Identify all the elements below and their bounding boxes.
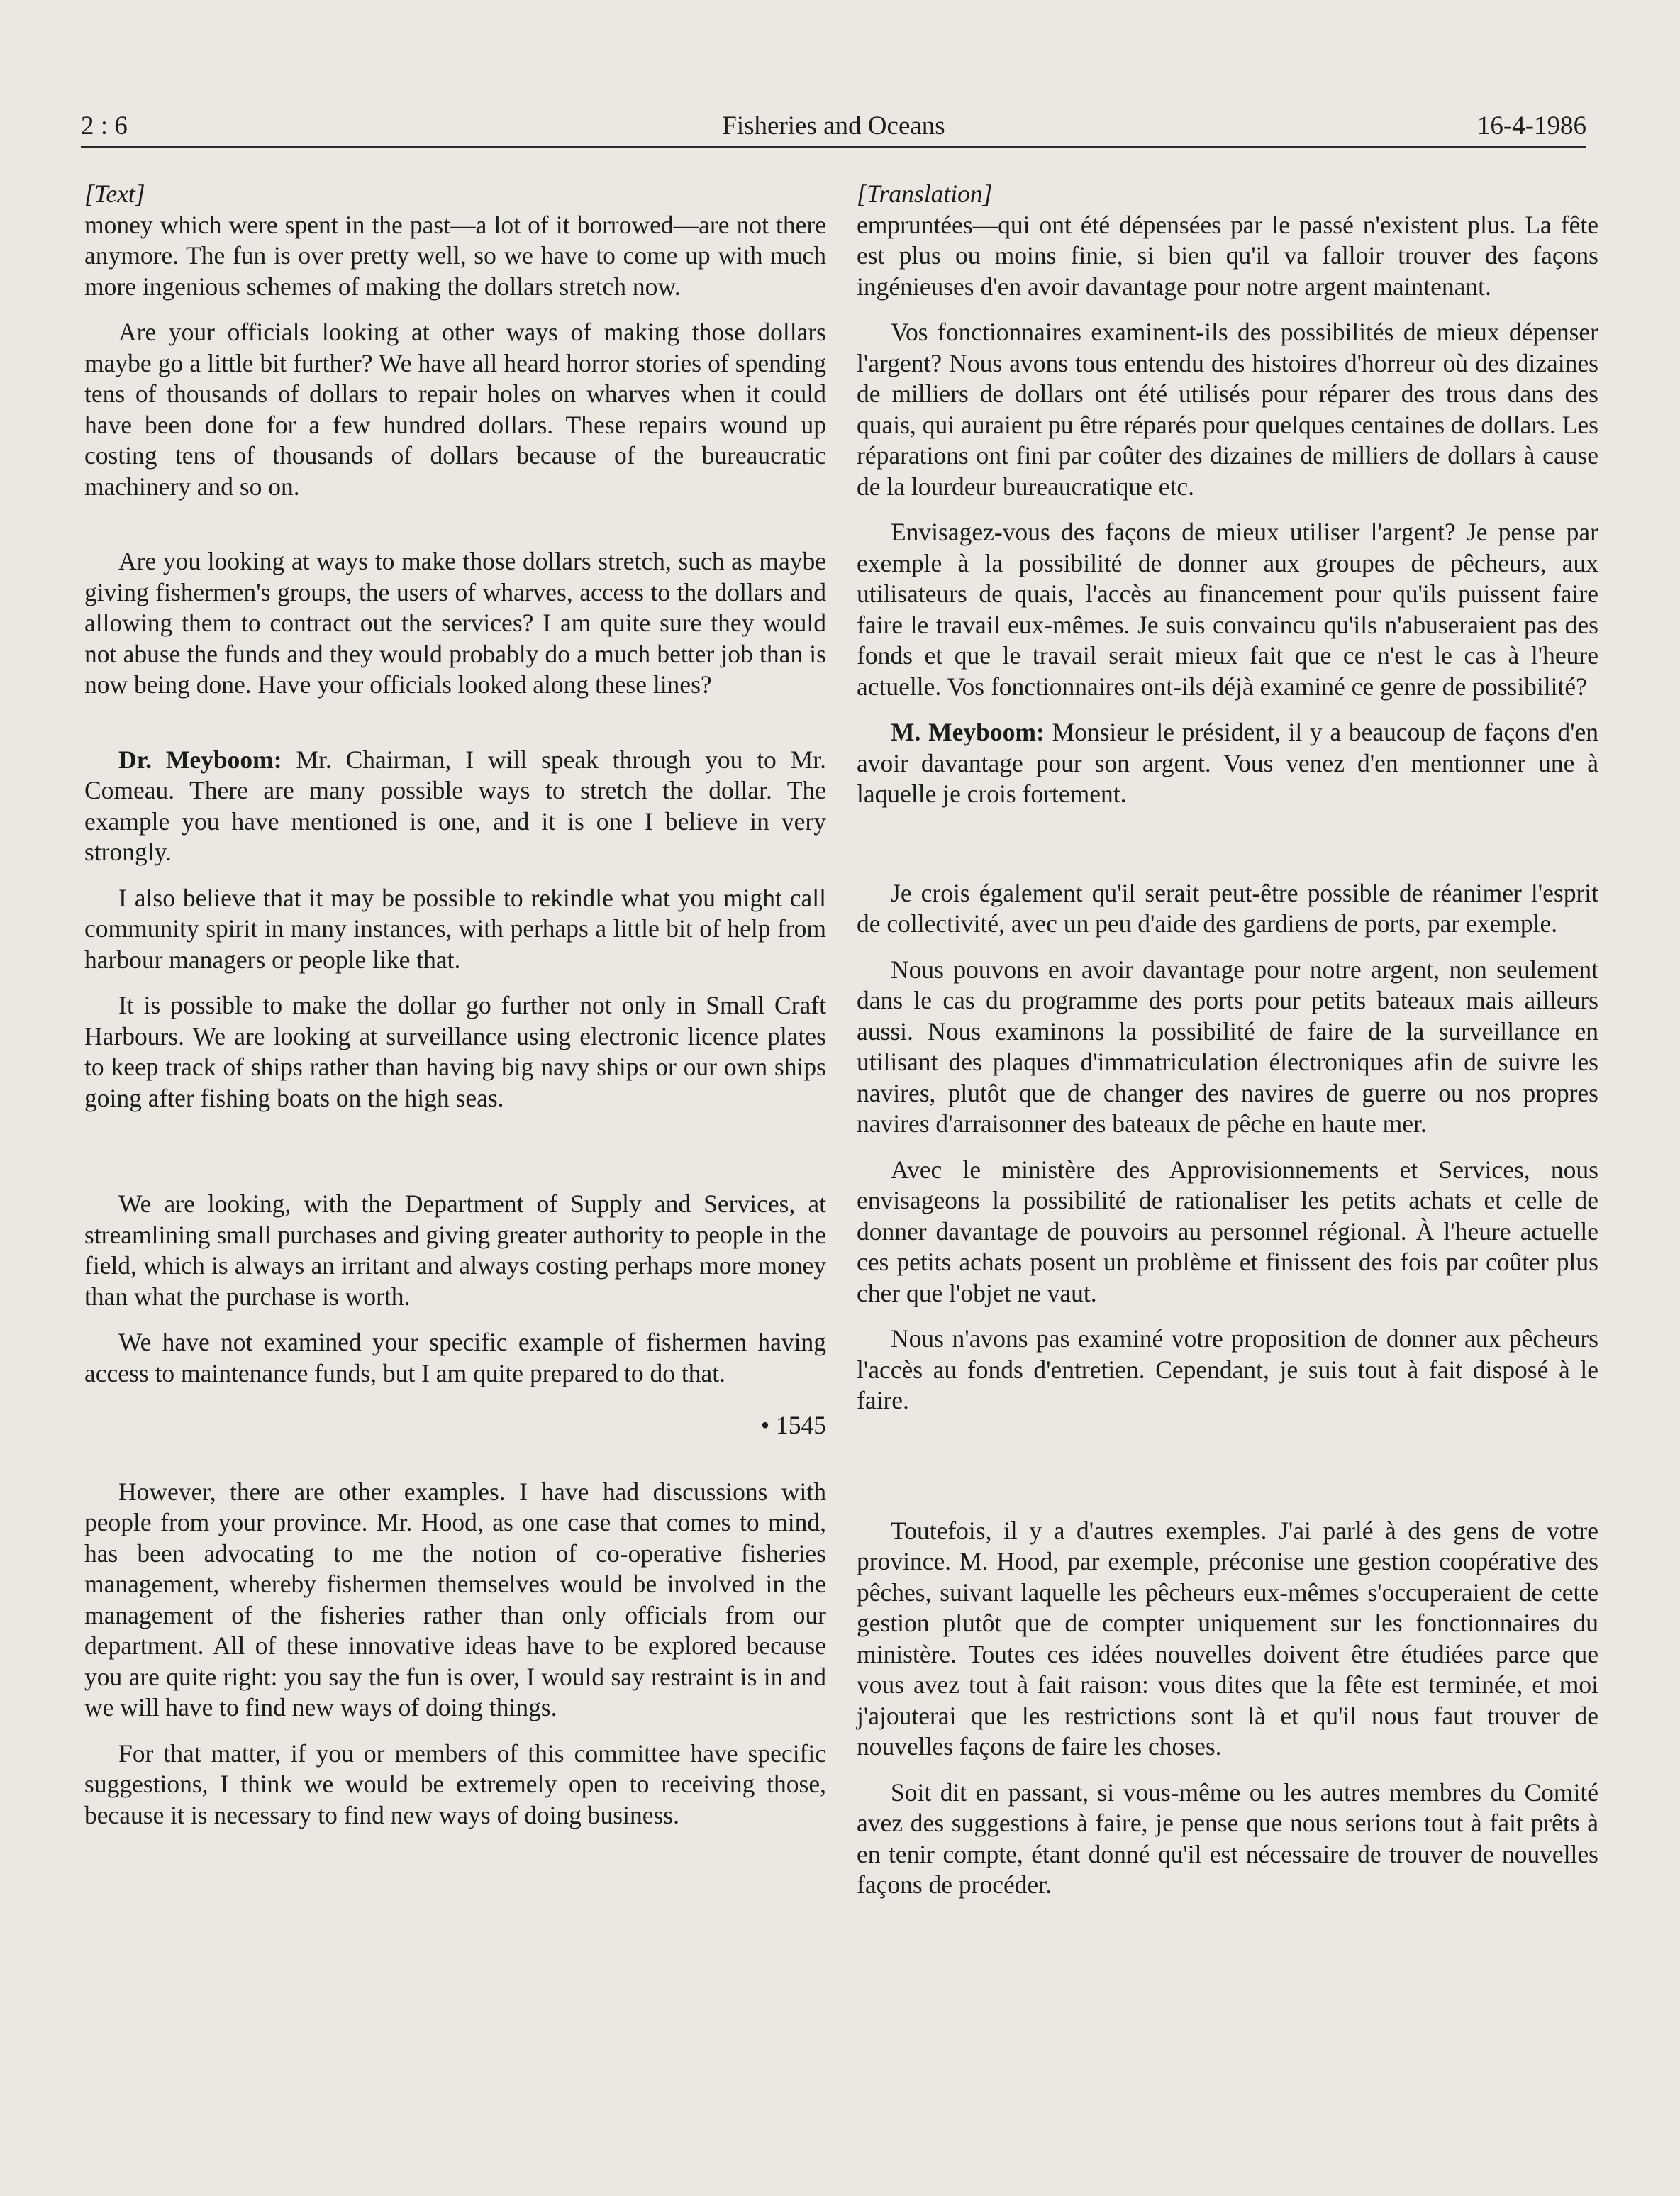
fr-paragraph-9: Toutefois, il y a d'autres exemples. J'ai parlé à des gens de votre province. M. Hood, par exemple, préconise une gestion coopérative des pêches, suivant laquelle les pêcheurs eux-mêmes s'occuperaient de cette gestion plutôt que de compter uniquement sur les fonctionnaires du ministère. Toutes ces idées nouvelles doivent être étudiées parce que vous avez tout à fait raison: vous dites que la fête est terminée, et moi j'ajouterai que les restrictions sont là et qu'il nous faut trouver de nouvelles façons de faire les choses. [857, 1516, 1598, 1760]
english-column [84, 179, 826, 1831]
time-marker: • 1545 [760, 1411, 826, 1439]
en-paragraph-10: For that matter, if you or members of this committee have specific suggestions, I think we would be extremely open to receiving those, because it is necessary to find new ways of doing business. [84, 1738, 826, 1829]
fr-paragraph-7: Avec le ministère des Approvisionnements et Services, nous envisageons la possibilité de rationaliser les petits achats et celle de donner davantage de pouvoirs au personnel régional. À l'heure actuelle ces petits achats posent un problème et finissent des fois par coûter plus cher que l'objet ne vaut. [857, 1155, 1598, 1307]
running-title: Fisheries and Oceans [722, 111, 945, 140]
fr-paragraph-6: Nous pouvons en avoir davantage pour notre argent, non seulement dans le cas du programme des ports pour petits bateaux mais ailleurs aussi. Nous examinons la possibilité de faire de la surveillance en utilisant des plaques d'immatriculation électroniques afin de suivre les navires, plutôt que de changer des navires de guerre ou nos propres navires d'arraisonner des bateaux de pêche en haute mer. [857, 955, 1598, 1138]
header-rule [81, 146, 1586, 148]
en-paragraph-4: Dr. Meyboom: Mr. Chairman, I will speak through you to Mr. Comeau. There are many possible ways to stretch the dollar. The example you have mentioned is one, and it is one I believe in very strongly. [84, 745, 826, 866]
page-header [81, 105, 1586, 148]
en-paragraph-7: We are looking, with the Department of Supply and Services, at streamlining small purchases and giving greater authority to people in the field, which is always an irritant and always costing perhaps more money than what the purchase is worth. [84, 1190, 826, 1311]
speaker-name: M. Meyboom: [891, 718, 1045, 746]
en-paragraph-5: I also believe that it may be possible to rekindle what you might call community spirit in many instances, with perhaps a little bit of help from harbour managers or people like that. [84, 883, 826, 974]
page-number: 2 : 6 [81, 111, 128, 140]
fr-paragraph-1: empruntées—qui ont été dépensées par le passé n'existent plus. La fête est plus ou moins finie, si bien qu'il va falloir trouver des façons ingénieuses d'en avoir davantage pour notre argent maintenant. [857, 210, 1598, 301]
fr-paragraph-2: Vos fonctionnaires examinent-ils des possibilités de mieux dépenser l'argent? Nous avons tous entendu des histoires d'horreur où des dizaines de milliers de dollars ont été utilisés pour réparer des trous dans des quais, qui auraient pu être réparés pour quelques centaines de dollars. Les réparations ont fini par coûter des dizaines de milliers de dollars à cause de la lourdeur bureaucratique etc. [857, 318, 1598, 501]
french-column [857, 179, 1598, 1901]
header-date: 16-4-1986 [1476, 111, 1586, 140]
fr-paragraph-8: Nous n'avons pas examiné votre proposition de donner aux pêcheurs l'accès au fonds d'entretien. Cependant, je suis tout à fait disposé à le faire. [857, 1324, 1598, 1414]
fr-paragraph-3: Envisagez-vous des façons de mieux utiliser l'argent? Je pense par exemple à la possibilité de donner aux groupes de pêcheurs, aux utilisateurs de quais, l'accès au financement pour qu'ils puissent faire faire le travail eux-mêmes. Je suis convaincu qu'ils n'abuseraient pas des fonds et que le travail serait mieux fait que ce n'est le cas à l'heure actuelle. Vos fonctionnaires ont-ils déjà examiné ce genre de possibilité? [857, 518, 1598, 701]
en-paragraph-1: money which were spent in the past—a lot of it borrowed—are not there anymore. The fun is over pretty well, so we have to come up with much more ingenious schemes of making the dollars stretch now. [84, 210, 826, 301]
en-paragraph-6: It is possible to make the dollar go further not only in Small Craft Harbours. We are looking at surveillance using electronic licence plates to keep track of ships rather than having big navy ships or our own ships going after fishing boats on the high seas. [84, 991, 826, 1112]
en-paragraph-9: However, there are other examples. I have had discussions with people from your province. Mr. Hood, as one case that comes to mind, has been advocating to me the notion of co-operative fisheries management, whereby fishermen themselves would be involved in the management of the fisheries rather than only officials from our department. All of these innovative ideas have to be explored because you are quite right: you say the fun is over, I would say restraint is in and we will have to find new ways of doing things. [84, 1477, 826, 1721]
fr-paragraph-5: Je crois également qu'il serait peut-être possible de réanimer l'esprit de collectivité, avec un peu d'aide des gardiens de ports, par exemple. [857, 878, 1598, 938]
fr-paragraph-10: Soit dit en passant, si vous-même ou les autres membres du Comité avez des suggestions à faire, je pense que nous serions tout à fait prêts à en tenir compte, étant donné qu'il est nécessaire de trouver de nouvelles façons de procéder. [857, 1778, 1598, 1899]
fr-paragraph-4: M. Meyboom: Monsieur le président, il y a beaucoup de façons d'en avoir davantage pour son argent. Vous venez d'en mentionner une à laquelle je crois fortement. [857, 718, 1598, 808]
en-paragraph-2: Are your officials looking at other ways of making those dollars maybe go a little bit further? We have all heard horror stories of spending tens of thousands of dollars to repair holes on wharves when it could have been done for a few hundred dollars. These repairs wound up costing tens of thousands of dollars because of the bureaucratic machinery and so on. [84, 318, 826, 501]
en-paragraph-8: We have not examined your specific example of fishermen having access to maintenance funds, but I am quite prepared to do that. [84, 1328, 826, 1387]
text-label: [Text] [84, 179, 145, 208]
en-paragraph-3: Are you looking at ways to make those dollars stretch, such as maybe giving fishermen's groups, the users of wharves, access to the dollars and allowing them to contract out the services? I am quite sure they would not abuse the funds and they would probably do a much better job than is now being done. Have your officials looked along these lines? [84, 547, 826, 699]
translation-label: [Translation] [857, 179, 993, 208]
speaker-name: Dr. Meyboom: [118, 745, 282, 774]
